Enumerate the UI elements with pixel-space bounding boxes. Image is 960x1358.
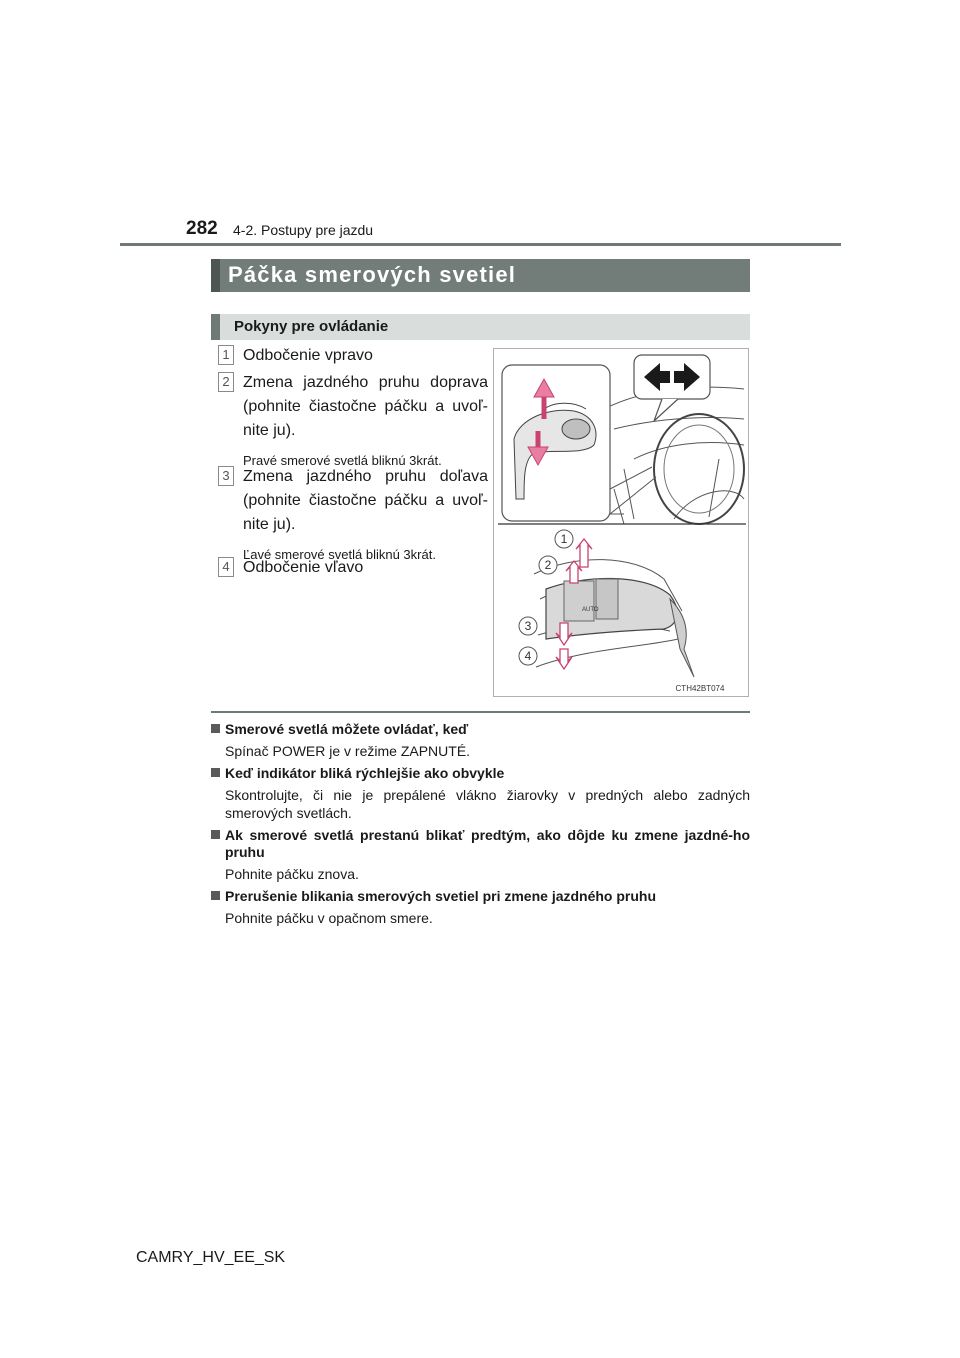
turn-signal-lever-illustration [493, 348, 749, 697]
auto-label: AUTO [582, 607, 599, 613]
step-text: Odbočenie vpravo [243, 347, 373, 364]
page-title: Páčka smerových svetiel [228, 262, 517, 287]
step-number: 3 [218, 466, 234, 486]
note-heading [211, 888, 750, 905]
note-heading-text: Keď indikátor bliká rýchlejšie ako obvykle [225, 765, 505, 781]
note-2 [211, 765, 750, 822]
step-1 [218, 344, 488, 368]
note-body: Pohnite páčku v opačnom smere. [225, 910, 433, 926]
figure-code: CTH42BT074 [675, 684, 725, 693]
note-1 [211, 721, 750, 760]
square-bullet-icon [211, 891, 220, 900]
step-note: Pravé smerové svetlá bliknú 3krát. [243, 453, 442, 468]
document-footer: CAMRY_HV_EE_SK [136, 1249, 286, 1266]
note-heading [211, 765, 750, 782]
step-2 [218, 371, 488, 470]
step-number: 1 [218, 345, 234, 365]
note-4 [211, 888, 750, 927]
note-body: Skontrolujte, či nie je prepálené vlákno žiarovky v predných alebo zadných smerových svetlách. [225, 787, 750, 821]
callout-2: 2 [544, 558, 552, 572]
square-bullet-icon [211, 830, 220, 839]
section-label: 4-2. Postupy pre jazdu [233, 222, 374, 238]
note-body: Spínač POWER je v režime ZAPNUTÉ. [225, 743, 471, 759]
callout-1: 1 [560, 532, 568, 546]
section-divider [211, 711, 750, 713]
callout-3: 3 [524, 619, 532, 633]
note-3 [211, 827, 750, 883]
note-heading-text: Ak smerové svetlá prestanú blikať predtým, ako dôjde ku zmene jazdné-ho pruhu [225, 827, 750, 860]
step-text: Zmena jazdného pruhu doľava (pohnite čiastočne páčku a uvoľ-nite ju). [243, 468, 488, 533]
subheading-bar [211, 314, 750, 340]
note-body: Pohnite páčku znova. [225, 866, 359, 882]
note-heading-text: Smerové svetlá môžete ovládať, keď [225, 721, 469, 737]
square-bullet-icon [211, 724, 220, 733]
step-text: Zmena jazdného pruhu doprava (pohnite čiastočne páčku a uvoľ-nite ju). [243, 374, 488, 439]
subheading: Pokyny pre ovládanie [234, 318, 389, 335]
square-bullet-icon [211, 768, 220, 777]
step-number: 4 [218, 557, 234, 577]
note-heading [211, 827, 750, 861]
callout-4: 4 [524, 649, 532, 663]
page-title-bar [211, 259, 750, 292]
note-heading-text: Prerušenie blikania smerových svetiel pri zmene jazdného pruhu [225, 888, 657, 904]
step-4 [218, 556, 488, 580]
page-number: 282 [186, 218, 218, 239]
step-text: Odbočenie vľavo [243, 559, 364, 576]
step-note: Ľavé smerové svetlá bliknú 3krát. [243, 547, 436, 562]
step-number: 2 [218, 372, 234, 392]
illustration-svg [494, 349, 750, 698]
note-heading [211, 721, 750, 738]
step-3 [218, 465, 488, 564]
header-rule [120, 243, 841, 246]
